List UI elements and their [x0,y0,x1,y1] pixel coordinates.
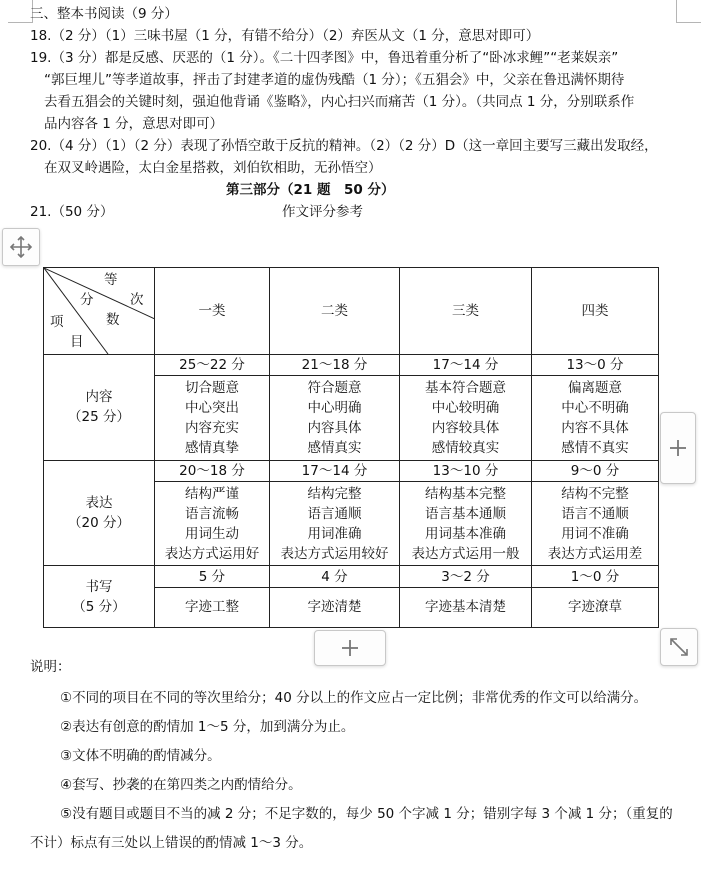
desc-line: 用词不准确 [561,525,629,542]
desc-line: 中心不明确 [561,399,629,416]
header-char-ci: 次 [130,292,144,308]
diagonal-lines [44,268,155,354]
row-content-name: 内容 [85,389,113,406]
writing-desc-4: 字迹潦草 [532,587,659,627]
crop-mark-top-right [676,0,701,23]
desc-line: 语言不通顺 [561,505,629,522]
desc-line: 中心较明确 [431,399,500,416]
writing-desc-3: 字迹基本清楚 [400,587,532,627]
desc-line: 感情不真实 [561,439,629,456]
desc-line: 语言基本通顺 [425,505,506,522]
desc-line: 用词基本准确 [425,525,506,542]
note-5-line2: 不计）标点有三处以上错误的酌情减 1～3 分。 [30,835,313,851]
desc-line: 语言通顺 [307,505,362,522]
expression-score-3: 13～10 分 [400,460,532,481]
note-2: ②表达有创意的酌情加 1～5 分，加到满分为止。 [60,719,355,735]
row-expression-points: （20 分） [68,515,130,532]
desc-line: 切合题意 [185,379,239,396]
desc-line: 感情较真实 [431,439,500,456]
table-resize-handle[interactable] [660,628,698,666]
content-desc-3 [400,375,532,460]
row-writing-name: 书写 [85,578,113,595]
add-row-button[interactable] [314,630,386,666]
note-1: ①不同的项目在不同的等次里给分；40 分以上的作文应占一定比例；非常优秀的作文可以给满分。 [60,690,648,706]
plus-icon [340,638,360,658]
writing-score-2: 4 分 [270,566,400,587]
answer-19-line4: 品内容各 1 分，意思对即可） [44,116,224,132]
grade-2-header: 二类 [270,268,400,355]
row-content-points: （25 分） [68,409,130,426]
answer-20-line2: 在双叉岭遇险，太白金星搭救，刘伯钦相助，无孙悟空） [44,160,382,176]
header-char-fen: 分 [80,292,94,308]
expression-score-4: 9～0 分 [532,460,659,481]
writing-desc-2: 字迹清楚 [270,587,400,627]
desc-line: 结构不完整 [561,485,629,502]
content-score-3: 17～14 分 [400,354,532,375]
row-writing-label [44,566,155,628]
row-writing-points: （5 分） [72,598,126,615]
desc-line: 偏离题意 [568,379,622,396]
desc-line: 感情真实 [307,439,362,456]
writing-score-3: 3～2 分 [400,566,532,587]
rubric-table [43,267,659,628]
desc-line: 表达方式运用一般 [411,545,520,562]
move-arrows-icon [9,235,33,259]
content-score-1: 25～22 分 [155,354,270,375]
notes-title: 说明： [30,659,71,675]
row-expression-name: 表达 [85,495,113,512]
content-desc-1 [155,375,270,460]
writing-score-1: 5 分 [155,566,270,587]
note-4: ④套写、抄袭的在第四类之内酌情给分。 [60,777,302,793]
desc-line: 表达方式运用较好 [280,545,389,562]
header-char-xiang: 项 [50,314,64,330]
answer-20-line1: 20.（4 分）（1）（2 分）表现了孙悟空敢于反抗的精神。（2）（2 分）D（这一章回主要写三藏出发取经， [30,138,658,154]
grade-4-header: 四类 [532,268,659,355]
desc-line: 感情真挚 [185,439,239,456]
desc-line: 表达方式运用差 [547,545,643,562]
desc-line: 符合题意 [307,379,362,396]
desc-line: 中心明确 [307,399,362,416]
section3-title: 三、整本书阅读（9 分） [30,6,178,22]
row-content-label [44,354,155,460]
desc-line: 结构完整 [307,485,362,502]
part3-title: 第三部分（21 题 50 分） [226,182,395,198]
header-diagonal-cell [44,268,155,355]
desc-line: 结构基本完整 [425,485,506,502]
rubric-title: 作文评分参考 [282,204,363,220]
desc-line: 基本符合题意 [425,379,506,396]
desc-line: 语言流畅 [185,505,239,522]
desc-line: 内容充实 [185,419,239,436]
note-5-line1: ⑤没有题目或题目不当的减 2 分；不足字数的，每少 50 个字减 1 分；错别字每 3 个减 1 分；（重复的 [60,806,673,822]
desc-line: 内容较具体 [431,419,500,436]
plus-icon [668,438,688,458]
content-desc-2 [270,375,400,460]
row-expression-label [44,460,155,566]
answer-18: 18.（2 分）（1）三味书屋（1 分，有错不给分）（2）弃医从文（1 分，意思对即可） [30,28,540,44]
answer-19-line2: “郭巨埋儿”等孝道故事，抨击了封建孝道的虚伪残酷（1 分）；《五猖会》中，父亲在鲁迅满怀期待 [44,72,625,88]
answer-19-line3: 去看五猖会的关键时刻，强迫他背诵《鉴略》，内心扫兴而痛苦（1 分）。（共同点 1 分，分别联系作 [44,94,635,110]
expand-arrows-icon [668,636,690,658]
header-char-mu: 目 [70,334,84,350]
writing-score-4: 1～0 分 [532,566,659,587]
note-3: ③文体不明确的酌情减分。 [60,748,221,764]
content-desc-4 [532,375,659,460]
content-score-4: 13～0 分 [532,354,659,375]
answer-19-line1: 19.（3 分）都是反感、厌恶的（1 分）。《二十四孝图》中，鲁迅着重分析了“卧冰求鲤”“老莱娱亲” [30,50,619,66]
grade-1-header: 一类 [155,268,270,355]
expression-desc-4 [532,481,659,566]
desc-line: 结构严谨 [185,485,239,502]
desc-line: 表达方式运用好 [164,545,260,562]
content-score-2: 21～18 分 [270,354,400,375]
table-move-handle[interactable] [2,228,40,266]
expression-desc-1 [155,481,270,566]
grade-3-header: 三类 [400,268,532,355]
writing-desc-1: 字迹工整 [155,587,270,627]
desc-line: 内容不具体 [561,419,629,436]
expression-score-2: 17～14 分 [270,460,400,481]
expression-score-1: 20～18 分 [155,460,270,481]
expression-desc-3 [400,481,532,566]
desc-line: 内容具体 [307,419,362,436]
desc-line: 用词生动 [185,525,239,542]
header-char-shu: 数 [106,312,120,328]
desc-line: 中心突出 [185,399,239,416]
question-21: 21.（50 分） [30,204,114,220]
desc-line: 用词准确 [307,525,362,542]
header-char-deng: 等 [104,272,118,288]
expression-desc-2 [270,481,400,566]
add-column-button[interactable] [660,412,696,484]
